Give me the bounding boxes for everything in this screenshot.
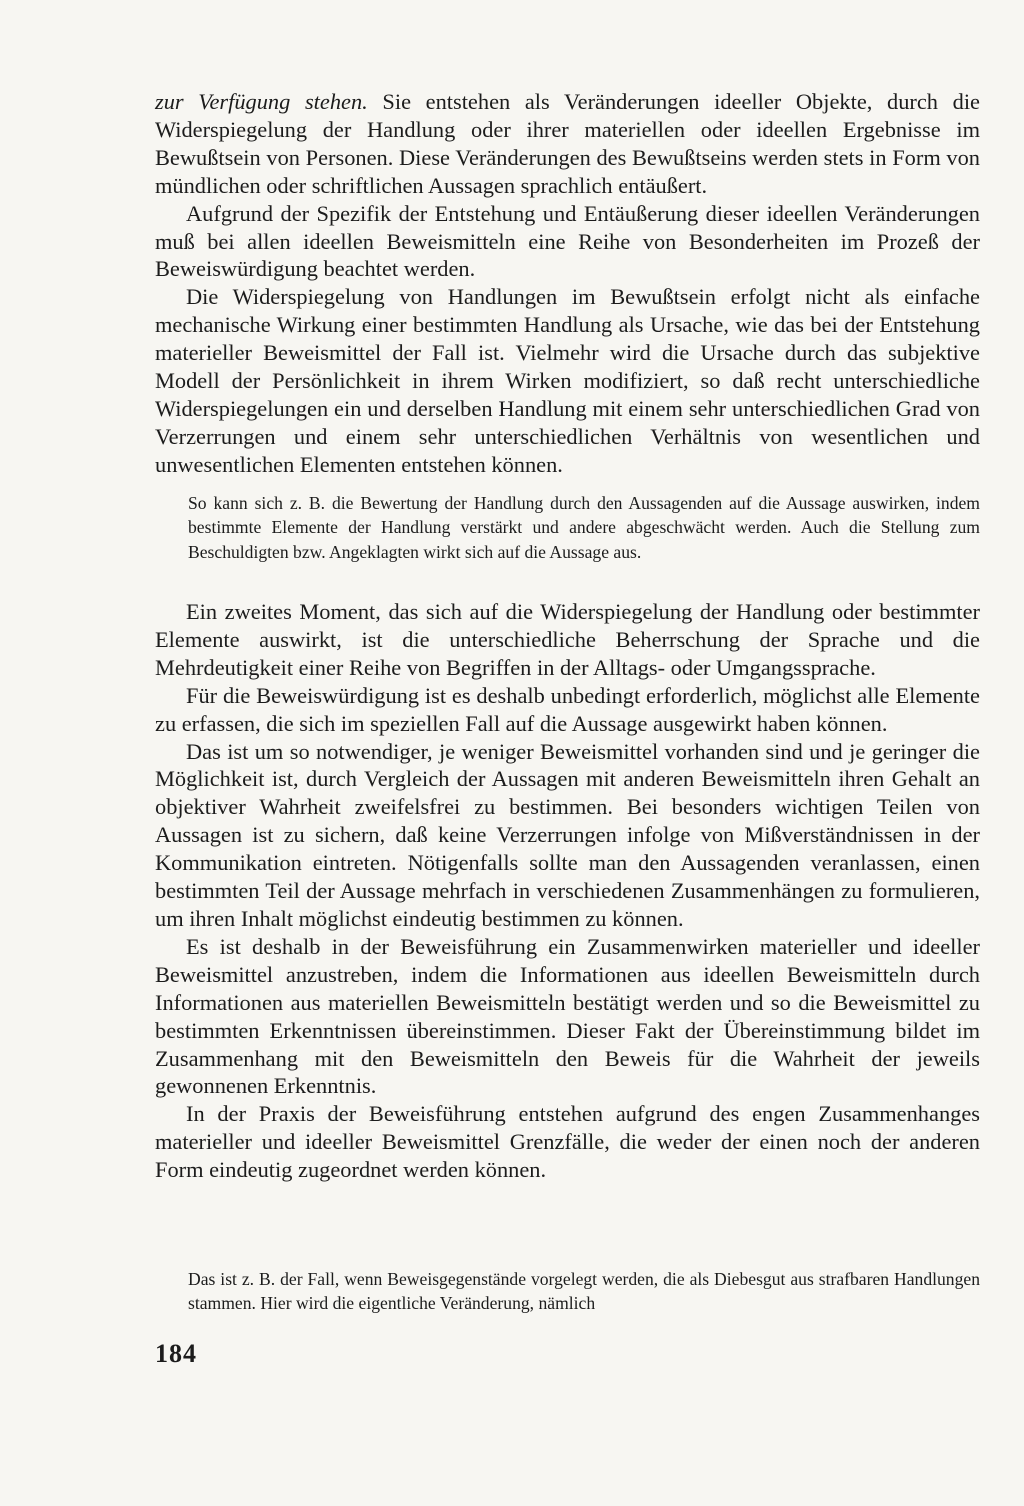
paragraph-6: Das ist um so notwendiger, je weniger Beweismittel vorhanden sind und je geringer die Möglichkeit ist, durch Vergleich der Aussagen mit anderen Beweismitteln ihren Gehalt an objektiver Wahrheit zweifelsfrei zu bestimmen. Bei besonders wichtigen Teilen von Aussagen ist zu sichern, daß keine Verzerrungen infolge von Mißverständnissen in der Kommunikation eintreten. Nötigenfalls sollte man den Aussagenden veranlassen, einen bestimmten Teil der Aussage mehrfach in verschiedenen Zusammenhängen zu formulieren, um ihren Inhalt möglichst eindeutig bestimmen zu können. bbox=[155, 738, 980, 931]
paragraph-1-text: Sie entstehen als Veränderungen ideeller Objekte, durch die Widerspiegelung der Handlung oder ihrer materiellen oder ideellen Ergebnisse im Bewußtsein von Personen. Diese Veränderungen des Bewußtseins werden stets in Form von mündlichen oder schriftlichen Aussagen sprachlich entäußert. bbox=[155, 89, 980, 198]
body-text-middle bbox=[155, 598, 980, 1184]
note-block-1 bbox=[188, 491, 980, 564]
body-text-top bbox=[155, 88, 980, 479]
paragraph-1 bbox=[155, 88, 980, 200]
paragraph-5: Für die Beweiswürdigung ist es deshalb unbedingt erforderlich, möglichst alle Elemente zu erfassen, die sich im speziellen Fall auf die Aussage ausgewirkt haben können. bbox=[155, 682, 980, 736]
paragraph-4: Ein zweites Moment, das sich auf die Widerspiegelung der Handlung oder bestimmter Elemente auswirkt, ist die unterschiedliche Beherrschung der Sprache und die Mehrdeutigkeit einer Reihe von Begriffen in der Alltags- oder Umgangssprache. bbox=[155, 599, 980, 680]
paragraph-8: In der Praxis der Beweisführung entstehen aufgrund des engen Zusammenhanges materieller und ideeller Beweismittel Grenzfälle, die weder der einen noch der anderen Form eindeutig zugeordnet werden können. bbox=[155, 1101, 980, 1183]
paragraph-1-emphasis: zur Verfügung stehen. bbox=[155, 89, 368, 114]
page-number: 184 bbox=[155, 1339, 197, 1368]
note-1-text: So kann sich z. B. die Bewertung der Handlung durch den Aussagenden auf die Aussage auswirken, indem bestimmte Elemente der Handlung verstärkt und andere abgeschwächt werden. Auch die Stellung zum Beschuldigten bzw. Angeklagten wirkt sich auf die Aussage aus. bbox=[188, 493, 980, 562]
paragraph-7: Es ist deshalb in der Beweisführung ein Zusammenwirken materieller und ideeller Beweismittel anzustreben, indem die Informationen aus ideellen Beweismitteln durch Informationen aus materiellen Beweismitteln bestätigt werden und so die Beweismittel zu bestimmten Erkenntnissen übereinstimmen. Dieser Fakt der Übereinstimmung bildet im Zusammenhang mit den Beweismitteln den Beweis für die Wahrheit der jeweils gewonnenen Erkenntnis. bbox=[155, 933, 980, 1099]
note-2-text: Das ist z. B. der Fall, wenn Beweisgegenstände vorgelegt werden, die als Diebesgut aus strafbaren Handlungen stammen. Hier wird die eigentliche Veränderung, nämlich bbox=[188, 1269, 980, 1314]
paragraph-2: Aufgrund der Spezifik der Entstehung und Entäußerung dieser ideellen Veränderungen muß bei allen ideellen Beweismitteln eine Reihe von Besonderheiten im Prozeß der Beweiswürdigung beachtet werden. bbox=[155, 200, 980, 282]
note-block-2 bbox=[188, 1267, 980, 1316]
paragraph-3: Die Widerspiegelung von Handlungen im Bewußtsein erfolgt nicht als einfache mechanische Wirkung einer bestimmten Handlung als Ursache, wie das bei der Entstehung materieller Beweismittel der Fall ist. Vielmehr wird die Ursache durch das subjektive Modell der Persönlichkeit in ihrem Wirken modifiziert, so daß recht unterschiedliche Widerspiegelungen ein und derselben Handlung mit einem sehr unterschiedlichen Grad von Verzerrungen und einem sehr unterschiedlichen Verhältnis von wesentlichen und unwesentlichen Elementen entstehen können. bbox=[155, 284, 980, 477]
